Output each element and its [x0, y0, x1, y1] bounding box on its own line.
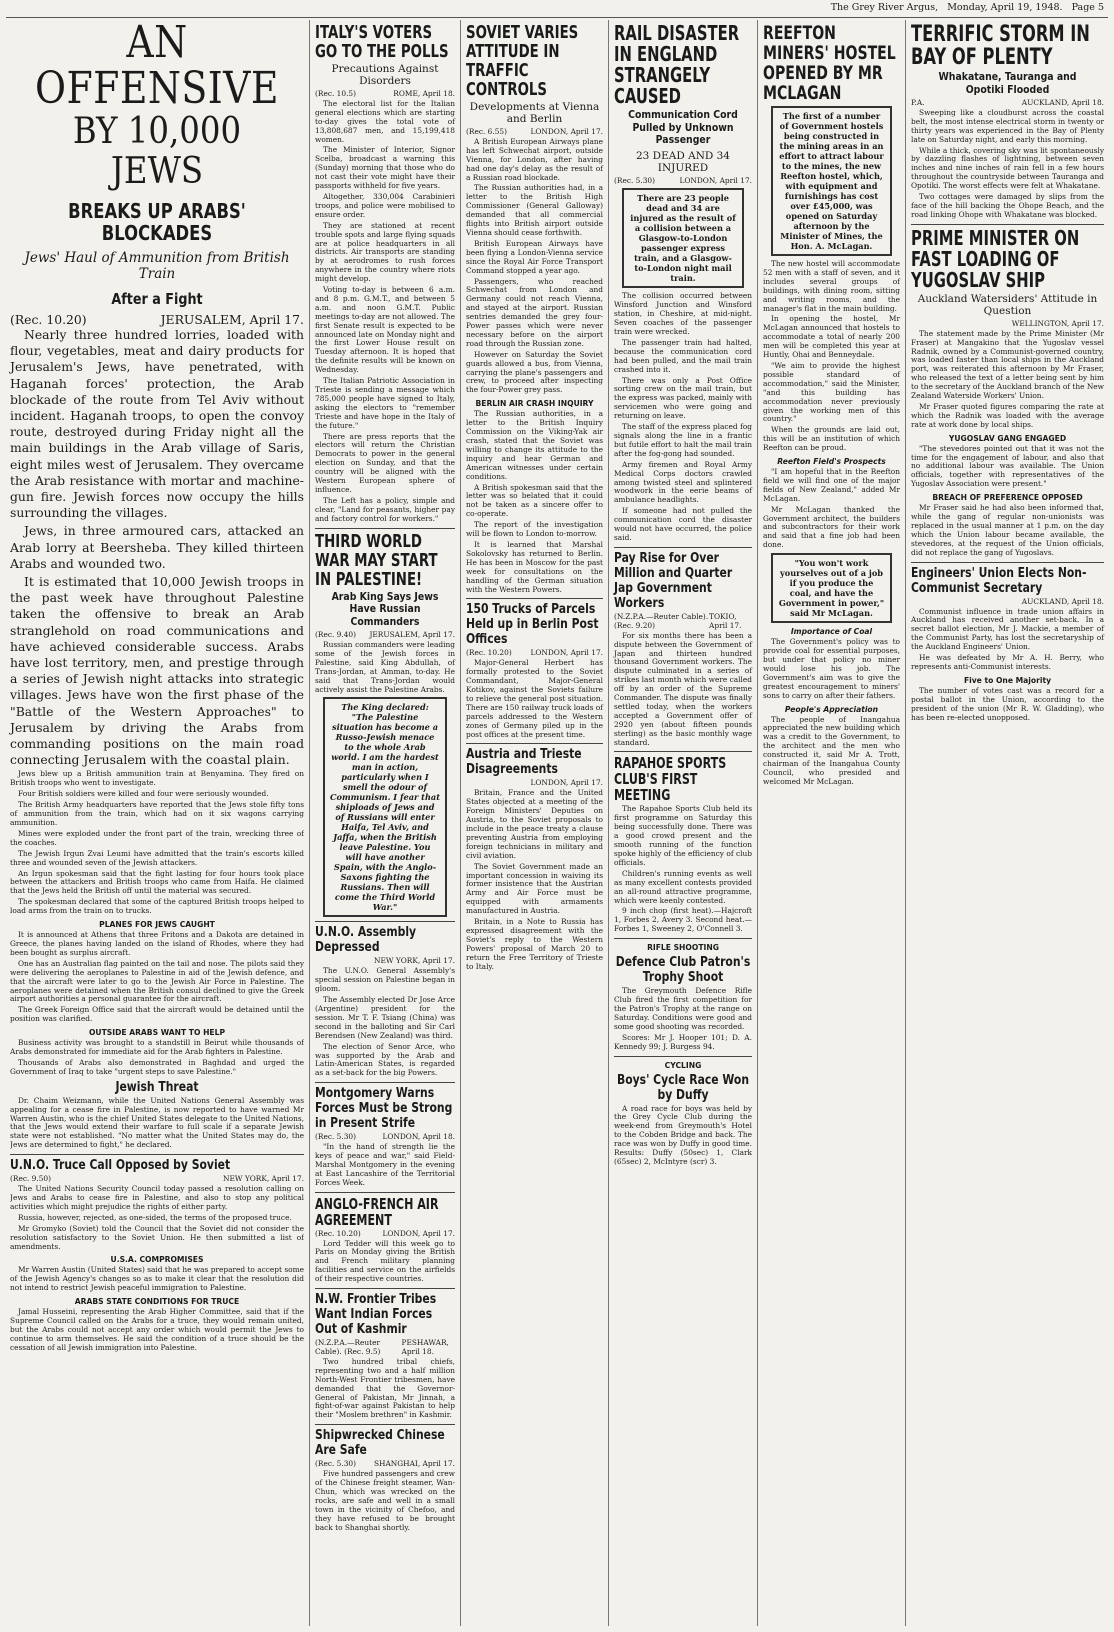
paragraph: The Left has a policy, simple and clear, "Land for peasants, higher pay and factory control for workers."	[315, 495, 455, 523]
paragraph: He was defeated by Mr A. H. Berry, who represents anti-Communist interests.	[911, 653, 1104, 671]
article-headline: Montgomery Warns Forces Must be Strong in Present Strife	[315, 1085, 453, 1132]
dateline-place: LONDON, April 18.	[382, 1132, 455, 1142]
paragraph: Two cottages were damaged by slips from the face of the hill backing the Ohope Beach, and the road linking Ohope with Whakatane was blocked.	[911, 192, 1104, 219]
quote-box: The King declared: "The Palestine situation has become a Russo-Jewish menace to the whole Arab world. I am the hardest man in action, particularly when I smell the odour of Communism. I fear that shiploads of Jews and of Russians will enter Haifa, Tel Aviv, and Jaffa, when the British leave Palestine. You will have another Spain, with the Anglo-Saxons fighting the Russians. Then will come the Third World War."	[323, 697, 447, 917]
lead-article	[6, 20, 308, 1626]
article-headline: RAPAHOE SPORTS CLUB'S FIRST MEETING	[614, 754, 727, 805]
section-head: OUTSIDE ARABS WANT TO HELP	[88, 1028, 226, 1038]
paragraph: The Russian authorities had, in a letter to the British High Commissioner (General Galloway) demanded that all commercial flights into British airport outside Vienna should cease forthwith.	[466, 183, 603, 237]
paragraph: A British European Airways plane has left Schwechat airport, outside Vienna, for London, after having had one day's delay as the result of a Russian road blockade.	[466, 136, 603, 182]
paragraph: Mr Fraser quoted figures comparing the rate at which the Radnik was loaded with the average rate at work done by local ships.	[911, 401, 1104, 429]
divider	[315, 921, 455, 922]
article-headline: REEFTON MINERS' HOSTEL OPENED BY MR MCLAGAN	[763, 22, 896, 104]
dateline-place: LONDON, April 17.	[530, 127, 603, 136]
divider	[315, 1082, 455, 1083]
paragraph: The Rapahoe Sports Club held its first programme on Saturday this being successfully done. There was a good crowd present and the smooth running of the function spoke highly of the efficiency of club officials.	[614, 804, 752, 867]
paragraph: Two hundred tribal chiefs, representing two and a half million North-West Frontier tribesmen, have demanded that the Governor-General of Pakistan, Mr Jinnah, a fight-of-war against Pakistan to help their "Moslem brethren" in Kashmir.	[315, 1356, 455, 1420]
paragraph: "In the hand of strength lie the keys of peace and war," said Field-Marshal Montgomery in the evening at East Lancashire of the Territorial Forces Week.	[315, 1142, 455, 1187]
dateline	[466, 649, 603, 658]
paragraph: 9 inch chop (first heat).—Hajcroft 1, Forbes 2, Avery 3. Second heat.—Forbes 1, Sweeney 2, O'Connell 3.	[614, 906, 752, 934]
paragraph: Mines were exploded under the front part of the train, wrecking three of the coaches.	[10, 828, 304, 847]
divider	[315, 528, 455, 529]
paragraph: The U.N.O. General Assembly's special session on Palestine began in gloom.	[315, 966, 455, 994]
dateline-rec: (Rec. 10.20)	[466, 648, 512, 658]
divider	[315, 1424, 455, 1425]
paragraph: Russia, however, rejected, as one-sided, the terms of the proposed truce.	[18, 1212, 292, 1222]
divider	[466, 598, 603, 599]
dateline-rec: (Rec. 5.30)	[315, 1132, 356, 1142]
dateline	[315, 1460, 455, 1469]
paragraph: The Jewish Irgun Zvai Leumi have admitted that the train's escorts killed three and wounded seven of the Jewish attackers.	[10, 848, 304, 867]
article-headline: U.N.O. Assembly Depressed	[315, 924, 417, 956]
paragraph: The United Nations Security Council today passed a resolution calling on Jews and Arabs to cease fire in Palestine, and also to stop any political activities which might prejudice the rights of either party.	[10, 1184, 304, 1211]
paragraph: Britain, France and the United States objected at a meeting of the Foreign Ministers' Deputies on Austria, to the Soviet proposals to include in the peace treaty a clause preventing Austria from employing foreign technicians in military and civil aviation.	[466, 788, 603, 860]
paragraph: Four British soldiers were killed and four were seriously wounded.	[18, 789, 269, 799]
paragraph: Dr. Chaim Weizmann, while the United Nations General Assembly was appealing for a cease fire in Palestine, is now reported to have warned Mr Warren Austin, who is the chief United States delegate to the United Nations, that the Jews would extend their warfare to full scale if a separate Jewish state were not established. "No matter what the United States may do, the Jews are determined to fight," he declared.	[10, 1095, 304, 1150]
lead-dateline	[10, 312, 304, 327]
paragraph: While a thick, covering sky was lit spontaneously by dazzling flashes of lightning, between seven inches and nine inches of rain fell in a few hours throughout the countryside between Tauranga and Opotiki. The worst effects were felt at Whakatane.	[911, 145, 1104, 191]
divider	[911, 562, 1104, 563]
divider	[614, 751, 752, 752]
section-head: BERLIN AIR CRASH INQUIRY	[475, 399, 594, 409]
paragraph: There was only a Post Office sorting crew on the mail train, but the express was packed, mainly with servicemen who were going and returning on leave.	[614, 375, 752, 421]
article-deck: Arab King Says Jews Have Russian Commanders	[331, 589, 439, 628]
lead-paragraph: It is estimated that 10,000 Jewish troops in the past week have throughout Palestine taken the offensive to break an Arab stranglehold on road communications and have achieved considerable success. Arabs have lost territory, men, and prestige through a series of Jewish night attacks into strategic villages. Jews have won the first phase of the "Battle of the Western Approaches" to Jerusalem by driving the Arabs from commanding positions on the main road connecting Jerusalem with the coastal plain.	[10, 574, 304, 768]
dateline-place: LONDON, April 17.	[679, 175, 752, 185]
lead-headline-line1: AN OFFENSIVE	[35, 20, 279, 114]
divider	[614, 938, 752, 939]
lead-continuation	[10, 770, 304, 1354]
dateline-place: ROME, April 18.	[393, 89, 455, 98]
dateline-rec: (Rec. 5.30)	[614, 175, 655, 185]
divider	[315, 1192, 455, 1193]
paragraph: The report of the investigation will be flown to London to-morrow.	[466, 520, 603, 539]
paragraph: They are stationed at recent trouble spots and large flying squads are at police headquarters in all districts. Air transports are standing by at aerodromes to rush forces anywhere in the country where riots might develop.	[315, 220, 455, 284]
lead-paragraph: Jews, in three armoured cars, attacked an Arab lorry at Beersheba. They killed thirteen Arabs and wounded two.	[10, 523, 304, 571]
dateline	[911, 320, 1104, 329]
article-deck: Whakatane, Tauranga and Opotiki Flooded	[938, 70, 1077, 96]
dateline-place: NEW YORK, April 17.	[223, 1174, 304, 1184]
paragraph: The Assembly elected Dr Jose Arce (Argentine) president for the session. Mr T. F. Tsiang (China) was second in the balloting and Sir Carl Berendsen (New Zealand) was third.	[315, 995, 455, 1040]
col1-continuation	[10, 770, 304, 1354]
dateline	[466, 779, 603, 788]
paragraph: Mr McLagan thanked the Government architect, the builders and subcontractors for their work and said that a fine job had been done.	[763, 504, 900, 550]
section-head: People's Appreciation	[784, 704, 879, 714]
quote-box: "You won't work yourselves out of a job if you produce the coal, and have the Government in power," said Mr McLagan.	[771, 553, 892, 623]
dateline	[315, 1339, 455, 1357]
article-headline: ANGLO-FRENCH AIR AGREEMENT	[315, 1194, 439, 1229]
dateline-rec: (Rec. 5.30)	[315, 1459, 356, 1469]
paragraph: The staff of the express placed fog signals along the line in a frantic but futile effort to halt the mail train after the fog-gong had sounded.	[614, 422, 752, 458]
article-deck-2: 23 DEAD AND 34 INJURED	[635, 149, 730, 174]
paragraph: The number of votes cast was a record for a postal ballot in the Union, according to the president of the union (Mr R. W. Gladding), who has been re-elected unopposed.	[911, 685, 1104, 722]
paragraph: A British spokesman said that the letter was so belated that it could not be taken as a sincere offer to co-operate.	[466, 482, 603, 519]
dateline	[614, 613, 752, 631]
article-headline: U.N.O. Truce Call Opposed by Soviet	[10, 1157, 231, 1174]
paragraph: Communist influence in trade union affairs in Auckland has received another set-back. In a secret ballot election, Mr J. Mackie, a member of the Communist Party, has lost the secretaryship of the Auckland Engineers' Union.	[911, 606, 1104, 652]
paragraph: The election of Senor Arce, who was supported by the Arab and Latin-American States, is regarded as a set-back for the big Powers.	[315, 1041, 455, 1078]
divider	[614, 1056, 752, 1057]
paragraph: Business activity was brought to a standstill in Beirut while thousands of Arabs demonstrated for immediate aid for the Arab fighters in Palestine.	[10, 1038, 304, 1057]
paragraph: In opening the hostel, Mr McLagan announced that hostels to accommodate a total of nearly 200 men will be completed this year at Huntly, Ohai and Benneydale.	[763, 314, 900, 360]
dateline-place: LONDON, April 17.	[530, 778, 603, 788]
divider	[10, 1154, 304, 1155]
dateline	[315, 957, 455, 966]
article-headline: N.W. Frontier Tribes Want Indian Forces Out of Kashmir	[315, 1291, 437, 1338]
article-headline: ITALY'S VOTERS GO TO THE POLLS	[315, 22, 449, 62]
dateline-rec: (Rec. 9.50)	[10, 1174, 51, 1184]
dateline-place: PESHAWAR, April 18.	[401, 1338, 449, 1356]
paragraph: However on Saturday the Soviet guards allowed a bus, from Vienna, carrying the plane's passengers and crew, to proceed after inspecting the four-Power grey pass.	[466, 349, 603, 395]
dateline	[911, 598, 1104, 607]
dateline-place: LONDON, April 17.	[530, 648, 603, 658]
article-headline: Shipwrecked Chinese Are Safe	[315, 1427, 445, 1459]
column-rule	[757, 20, 758, 1626]
page-number: Page 5	[1071, 2, 1104, 13]
paragraph: Mr Warren Austin (United States) said that he was prepared to accept some of the Jewish Agency's changes so as to make it clear that the resolution did not intend to restrict Jewish peaceful immigration to Palestine.	[10, 1265, 304, 1293]
paragraph: For six months there has been a dispute between the Government of Japan and thirteen hundred thousand Government workers. The dispute culminated in a series of strikes last month which were called off by an order of the Supreme Commander. The dispute was finally settled today, when the workers accepted a Government offer of 2920 yen (about fifteen pounds sterling) as the basic monthly wage standard.	[614, 630, 752, 747]
dateline-place: LONDON, April 17.	[382, 1228, 455, 1238]
paragraph: Voting to-day is between 6 a.m. and 8 p.m. G.M.T., and between 5 a.m. and noon G.M.T. Public meetings to-day are not allowed. The first Senate result is expected to be announced late on Monday night and the first Lower House result on Tuesday afternoon. It is hoped that the definite results will be known on Wednesday.	[315, 285, 455, 375]
paragraph: The passenger train had halted, because the communication cord had been pulled, and the mail train crashed into it.	[614, 337, 752, 374]
paragraph: If someone had not pulled the communication cord the disaster would not have occurred, the police said.	[614, 506, 752, 542]
paragraph: Passengers, who reached Schwechat from London and Germany could not reach Vienna, and stayed at the airport. Russian sentries demanded the grey four-Power passes which were never necessary before on the airport road through the Russian zone.	[466, 276, 603, 348]
column-2	[311, 20, 459, 1626]
masthead	[6, 2, 1108, 18]
dateline-rec: (Rec. 10.20)	[315, 1228, 361, 1238]
lead-body	[10, 327, 304, 768]
paragraph: Mr Gromyko (Soviet) told the Council that the Soviet did not consider the resolution satisfactory to the Soviet Union. He then submitted a list of amendments.	[10, 1223, 304, 1251]
paragraph: Five hundred passengers and crew of the Chinese freight steamer, Wan-Chun, which was wrecked on the rocks, are safe and well in a small town in the vicinity of Chefoo, and they have refused to be brought back to Shanghai shortly.	[315, 1469, 455, 1532]
paragraph: British European Airways have been flying a London-Vienna service since the Royal Air Force Transport Command stopped a year ago.	[466, 238, 603, 275]
paper-name: The Grey River Argus,	[830, 2, 939, 13]
paragraph: The British Army headquarters have reported that the Jews stole fifty tons of ammunition from the train, which had on it six wagons carrying ammunition.	[10, 800, 304, 828]
dateline	[315, 1133, 455, 1142]
article-headline: Engineers' Union Elects Non-Communist Secretary	[911, 564, 1087, 596]
column-rule	[608, 20, 609, 1626]
article-deck: Developments at Vienna and Berlin	[469, 101, 600, 125]
paragraph: The new hostel will accommodate 52 men with a staff of seven, and it includes several groups of buildings, with dining room, sitting and writing rooms, and the manager's flat in the main building.	[763, 259, 900, 313]
paragraph: "I am hopeful that in the Reefton field we will find one of the major fields of New Zealand," added Mr McLagan.	[763, 467, 900, 503]
dateline-place: NEW YORK, April 17.	[374, 956, 455, 966]
paragraph: Major-General Herbert has formally protested to the Soviet Commandant, Major-General Kotikov, against the Soviets failure to relieve the general post situation. There are 150 railway truck loads of parcels addressed to the Western zones of Germany piled up in the post offices at the present time.	[466, 658, 603, 739]
dateline	[911, 99, 1104, 108]
column-rule	[309, 20, 310, 1626]
article-headline: Boys' Cycle Race Won by Duffy	[616, 1071, 750, 1103]
paragraph: The Minister of Interior, Signor Scelba, broadcast a warning this (Sunday) morning that those who do not cast their vote might have their passports withheld for five years.	[315, 145, 455, 191]
dateline-place: AUCKLAND, April 18.	[1021, 98, 1104, 107]
section-head: U.S.A. COMPROMISES	[110, 1255, 204, 1265]
section-head: RIFLE SHOOTING	[647, 943, 719, 953]
section-head: Five to One Majority	[963, 675, 1052, 685]
paragraph: Jamal Husseini, representing the Arab Higher Committee, said that if the Supreme Council called on the Arabs for a truce, they would remain united, but the Arabs could not accept any order which would permit the Jews to continue to arm themselves. He said the condition of a truce should be the cessation of all Jewish immigration into Palestine.	[10, 1307, 304, 1352]
section-head: PLANES FOR JEWS CAUGHT	[99, 920, 215, 930]
dateline-rec: (N.Z.P.A.—Reuter Cable). (Rec. 9.20)	[614, 611, 709, 630]
dateline-place: JERUSALEM, April 17.	[369, 630, 455, 640]
article-headline: Pay Rise for Over Million and Quarter Jap Government Workers	[614, 549, 733, 611]
dateline-rec: (Rec. 10.5)	[315, 89, 356, 98]
article-headline: Austria and Trieste Disagreements	[466, 746, 582, 778]
paragraph: One has an Australian flag painted on the tail and nose. The pilots said they were delivering the aeroplanes to Palestine in aid of the Jewish defence, and that the aircraft were later to go to the Jewish Air Force in Palestine. The aeroplanes were detained when the British consul declined to give the Greek airport authorities a personal guarantee for the aircraft.	[10, 958, 304, 1004]
paragraph: The collision occurred between Winsford Junction and Winsford station, in Cheshire, at mid-night. Seven coaches of the passenger train were wrecked.	[614, 291, 752, 337]
paragraph: There are press reports that the electors will return the Christian Democrats to power in the general election on Sunday, and that the country will be aligned with the Western European sphere of influence.	[315, 431, 455, 494]
dateline	[315, 90, 455, 99]
paragraph: "The stevedores pointed out that it was not the time for the engagement of labour, and also that no additional labour was available. The Union officials, together with representatives of the Yugoslav Association were present."	[911, 443, 1104, 489]
section-head: Reefton Field's Prospects	[777, 457, 886, 467]
dateline	[315, 1230, 455, 1239]
paragraph: It is announced at Athens that three Fritons and a Dakota are detained in Greece, the planes having landed on the island of Rhodes, where they had been bought as surplus aircraft.	[10, 930, 304, 957]
section-head: YUGOSLAV GANG ENGAGED	[948, 433, 1067, 443]
paragraph: Children's running events as well as many excellent contests provided an all-round attractive programme, which were keenly contested.	[614, 868, 752, 905]
column-5	[759, 20, 904, 1626]
section-head: CYCLING	[664, 1060, 702, 1070]
section-head: ARABS STATE CONDITIONS FOR TRUCE	[74, 1297, 240, 1307]
paragraph: The Government's policy was to provide coal for essential purposes, but under that policy no miner would lose his job. The Government's aim was to give the greatest encouragement to miners' sons to carry on after their fathers.	[763, 637, 900, 700]
paragraph: The Russian authorities, in a letter to the British Inquiry Commission on the Viking-Yak air crash, stated that the Soviet was willing to change its attitude to the inquiry and hear German and American witnesses under certain conditions.	[466, 409, 603, 481]
lead-headline-line2: BY 10,000 JEWS	[72, 111, 242, 192]
dateline	[315, 631, 455, 640]
article-deck: Auckland Watersiders' Attitude in Question	[917, 292, 1098, 317]
lead-deck-2: After a Fight	[111, 290, 203, 308]
dateline-rec: (Rec. 6.55)	[466, 127, 507, 136]
paragraph: The electoral list for the Italian general elections which are starting to-day gives the total vote of 13,808,687 men, and 15,199,418 women.	[315, 98, 455, 144]
dateline	[10, 1175, 304, 1184]
dateline-rec: (Rec. 9.40)	[315, 630, 356, 640]
paragraph: When the grounds are laid out, this will be an institution of which Reefton can be proud.	[763, 425, 900, 453]
paragraph: Britain, in a Note to Russia has expressed disagreement with the Soviet's reply to the Western Powers' proposal of March 20 to return the Free Territory of Trieste to Italy.	[466, 917, 603, 971]
dateline	[466, 128, 603, 137]
divider	[911, 224, 1104, 225]
paragraph: Jews blew up a British ammunition train at Benyamina. They fired on British troops who went to investigate.	[10, 770, 304, 788]
divider	[315, 1288, 455, 1289]
article-headline: TERRIFIC STORM IN BAY OF PLENTY	[911, 22, 1090, 70]
summary-box: The first of a number of Government hostels being constructed in the mining areas in an effort to attract labour to the mines, the new Reefton hostel, which, with equipment and furnishings has cost over £45,000, was opened on Saturday afternoon by the Minister of Mines, the Hon. A. McLagan.	[771, 106, 892, 256]
paragraph: The spokesman declared that some of the captured British troops helped to load arms from the train on to trucks.	[10, 897, 304, 916]
article-headline: Jewish Threat	[115, 1078, 199, 1095]
column-rule	[905, 20, 906, 1626]
summary-box: There are 23 people dead and 34 are injured as the result of a collision between a Glasgow-to-London passenger express train, and a Glasgow-to-London night mail train.	[622, 188, 744, 288]
column-4	[610, 20, 756, 1626]
paragraph: An Irgun spokesman said that the fight lasting for four hours took place between the attackers and British troops who came from Haifa. He claimed that the Jews held the British off until the material was secured.	[10, 868, 304, 896]
column-3	[462, 20, 607, 1626]
article-headline: RAIL DISASTER IN ENGLAND STRANGELY CAUSED	[614, 21, 740, 108]
paragraph: Army firemen and Royal Army Medical Corps doctors crawled among twisted steel and splintered woodwork in the eerie beams of ambulance headlights.	[614, 459, 752, 505]
lead-deck: Jews' Haul of Ammunition from British Train	[24, 250, 290, 282]
article-deck: Precautions Against Disorders	[331, 63, 439, 87]
article-headline: 150 Trucks of Parcels Held up in Berlin Post Offices	[466, 601, 599, 648]
column-6	[907, 20, 1108, 1626]
dateline-rec: P.A.	[911, 98, 925, 107]
article-headline: THIRD WORLD WAR MAY START IN PALESTINE!	[315, 530, 438, 590]
article-headline: PRIME MINISTER ON FAST LOADING OF YUGOSLAV SHIP	[911, 225, 1080, 292]
lead-subheadline: BREAKS UP ARABS' BLOCKADES	[68, 199, 246, 245]
divider	[614, 547, 752, 548]
dateline-place: AUCKLAND, April 18.	[1021, 596, 1104, 606]
dateline-place: WELLINGTON, April 17.	[1011, 318, 1104, 328]
section-head: Importance of Coal	[790, 627, 873, 637]
paragraph: Thousands of Arabs also demonstrated in Baghdad and urged the Government of Iraq to take "urgent steps to save Palestine."	[10, 1057, 304, 1076]
paragraph: The people of Inangahua appreciated the new building which was a credit to the Government, to the architect and the men who constructed it, said Mr A. Trott, chairman of the Inangahua County Council, who presided and welcomed Mr McLagan.	[763, 714, 900, 786]
paragraph: Russian commanders were leading some of the Jewish forces in Palestine, said King Abdullah, of Trans-Jordan, at Amman, to-day. He said that Trans-Jordan would actively assist the Palestine Arabs.	[315, 640, 455, 694]
paragraph: It is learned that Marshal Sokolovsky has returned to Berlin. He has been in Moscow for the past week for consultations on the handling of the German situation with the Western Powers.	[466, 539, 603, 594]
divider	[466, 743, 603, 744]
paragraph: The Greek Foreign Office said that the aircraft would be detained until the position was clarified.	[10, 1005, 304, 1024]
paragraph: A road race for boys was held by the Grey Cycle Club during the week-end from Greymouth's Hotel to the Cobden Bridge and back. The race was won by Duffy in good time. Results: Duffy (50sec) 1, Clark (65sec) 2, McIntyre (scr) 3.	[614, 1103, 752, 1166]
paragraph: Lord Tedder will this week go to Paris on Monday giving the British and French military planning facilities and service on the airfields of their respective countries.	[315, 1238, 455, 1284]
paragraph: "We aim to provide the highest possible standard of accommodation," said the Minister, "and this building has accommodation never previously given the working men of this country."	[763, 360, 900, 424]
paragraph: The Greymouth Defence Rifle Club fired the first competition for the Patron's Trophy at the range on Saturday. Conditions were good and some good shooting was recorded.	[614, 986, 752, 1031]
article-headline: SOVIET VARIES ATTITUDE IN TRAFFIC CONTROLS	[466, 22, 579, 100]
dateline	[614, 177, 752, 186]
paragraph: Mr Fraser said he had also been informed that, while the gang of regular non-unionists was replaced in the usual manner at 1 p.m. on the day which the Union labour became available, the stevedores, at the request of the Union officials, did not replace the gang of Yugoslavs.	[911, 503, 1104, 557]
article-headline: Defence Club Patron's Trophy Shoot	[615, 954, 751, 986]
article-deck: Communication Cord Pulled by Unknown Passenger	[628, 108, 738, 146]
column-rule	[460, 20, 461, 1626]
lead-paragraph: Nearly three hundred lorries, loaded with flour, vegetables, meat and dairy products for Jerusalem's Jews, have penetrated, with Haganah forces' protection, the Arab blockade of the route from Tel Aviv without incident. Haganah troops, to open the convoy route, destroyed during Friday night all the main buildings in the Arab village of Saris, eight miles west of Jerusalem. They overcame the Arab resistance with mortar and machine-gun fire. Jewish forces now occupy the hills surrounding the villages.	[10, 327, 304, 521]
paragraph: The statement made by the Prime Minister (Mr Fraser) at Mangakino that the Yugoslav vessel Radnik, owned by a Communist-governed country, was loaded faster than local ships in the Auckland port, was reiterated this afternoon by Mr Fraser, who released the text of a letter being sent by him to the secretary of the Auckland branch of the New Zealand Waterside Workers' Union.	[911, 328, 1105, 401]
dateline-rec: (Rec. 10.20)	[10, 312, 87, 327]
paragraph: Scores: Mr J. Hooper 101; D. A. Kennedy 99; J. Burgess 94.	[614, 1032, 752, 1051]
section-head: BREACH OF PREFERENCE OPPOSED	[932, 493, 1083, 503]
dateline-place: TOKIO, April 17.	[709, 611, 742, 630]
paragraph: Altogether, 330,004 Carabinieri troops, and police were mobilised to ensure order.	[315, 191, 455, 219]
paragraph: The Italian Patriotic Association in Trieste is sending a message which 785,000 people have signed to Italy, asking the electors to "remember Trieste and have hope in the Italy of the future."	[315, 376, 455, 430]
paragraph: The Soviet Government made an important concession in waiving its former insistence that the Austrian Army and Air Force must be equipped with armaments manufactured in Austria.	[466, 861, 603, 916]
paragraph: Sweeping like a cloudburst across the coastal belt, the most intense electrical storm in twenty or thirty years was experienced in the Bay of Plenty late on Saturday night, and early this morning.	[911, 107, 1104, 144]
issue-date: Monday, April 19, 1948.	[947, 2, 1063, 13]
dateline-place: JERUSALEM, April 17.	[160, 312, 304, 327]
dateline-place: SHANGHAI, April 17.	[373, 1459, 455, 1469]
dateline-rec: (N.Z.P.A.—Reuter Cable). (Rec. 9.5)	[315, 1338, 381, 1356]
